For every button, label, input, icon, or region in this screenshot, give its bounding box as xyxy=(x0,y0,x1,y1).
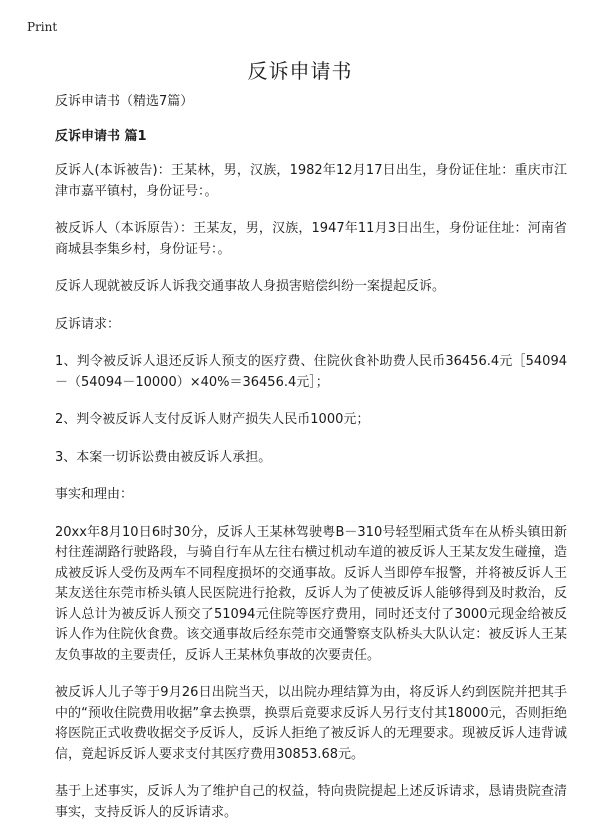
paragraph-facts-2: 被反诉人儿子等于9月26日出院当天，以出院办理结算为由，将反诉人约到医院并把其手中的“预收住院费用收据”拿去换票，换票后竟要求反诉人另行支付其18000元，否则拒绝将医院正式收费收据交予反诉人，反诉人拒绝了被反诉人的无理要求。现被反诉人违背诚信，竟起诉反诉人要求支付其医疗费用30853.68元。 xyxy=(55,685,567,762)
paragraph-claims-heading: 反诉请求： xyxy=(55,316,121,332)
paragraph-counter-plaintiff: 反诉人(本诉被告)：王某林，男，汉族，1982年12月17日出生，身份证住址：重庆市江津市嘉平镇村，身份证号：。 xyxy=(55,163,567,199)
paragraph-facts-1: 20xx年8月10日6时30分，反诉人王某林驾驶粤B－310号轻型厢式货车在从桥头镇田新村往莲湖路行驶路段，与骑自行车从左往右横过机动车道的被反诉人王某友发生碰撞，造成被反诉人受伤及两车不同程度损坏的交通事故。反诉人当即停车报警，并将被反诉人王某友送往东莞市桥头镇人民医院进行抢救，反诉人为了使被反诉人能够得到及时救治，反诉人总计为被反诉人预交了51094元住院等医疗费用，同时还支付了3000元现金给被反诉人作为住院伙食费。该交通事故后经东莞市交通警察支队桥头大队认定：被反诉人王某友负事故的主要责任，反诉人王某林负事故的次要责任。 xyxy=(55,524,567,663)
paragraph-counter-defendant: 被反诉人（本诉原告）：王某友，男，汉族，1947年11月3日出生，身份证住址：河南省商城县李集乡村，身份证号：。 xyxy=(55,221,567,257)
paragraph-claim-1: 1、判令被反诉人退还反诉人预支的医疗费、住院伙食补助费人民币36456.4元［54094－（54094－10000）×40%＝36456.4元］； xyxy=(55,354,567,390)
paragraph-facts-heading: 事实和理由： xyxy=(55,487,134,502)
paragraph-claim-2: 2、判令被反诉人支付反诉人财产损失人民币1000元； xyxy=(55,412,370,427)
document-subtitle: 反诉申请书（精选7篇） xyxy=(55,94,194,109)
document-body xyxy=(55,92,567,840)
print-link[interactable]: Print xyxy=(27,20,58,34)
document-title: 反诉申请书 xyxy=(247,59,353,83)
paragraph-claim-3: 3、本案一切诉讼费由被反诉人承担。 xyxy=(55,449,272,465)
paragraph-statement: 反诉人现就被反诉人诉我交通事故人身损害赔偿纠纷一案提起反诉。 xyxy=(55,279,446,294)
section-heading: 反诉申请书 篇1 xyxy=(55,128,147,144)
paragraph-conclusion: 基于上述事实，反诉人为了维护自己的权益，特向贵院提起上述反诉请求，恳请贵院查清事实，支持反诉人的反诉请求。 xyxy=(55,784,567,820)
